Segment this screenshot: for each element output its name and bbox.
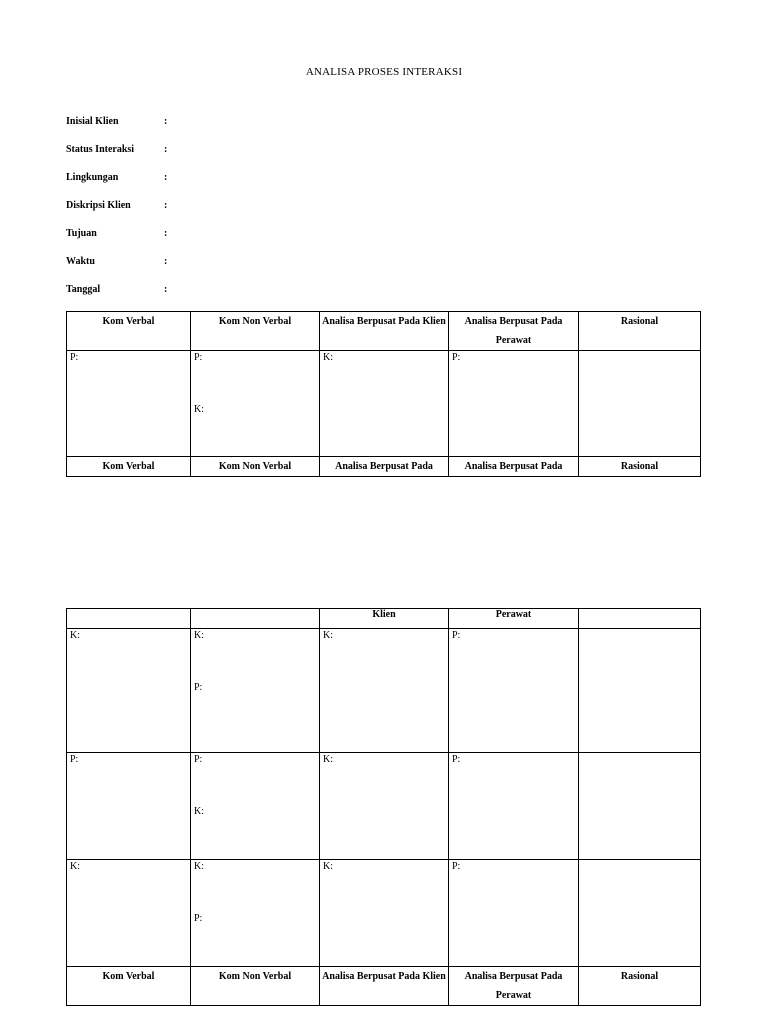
footer-rasional: Rasional (579, 967, 701, 1006)
table-row (67, 860, 701, 967)
speaker-marker: K: (194, 806, 204, 817)
table-row (67, 629, 701, 753)
field-label-tujuan: Tujuan (66, 228, 97, 239)
cell-analisa-perawat[interactable] (449, 629, 579, 753)
speaker-marker: P: (452, 352, 461, 363)
header-analisa-perawat: Analisa Berpusat Pada Perawat (449, 312, 579, 351)
footer-kom-non-verbal: Kom Non Verbal (191, 967, 320, 1006)
interaction-table-1 (66, 311, 701, 477)
cell-rasional[interactable] (579, 351, 701, 457)
cell-analisa-klien[interactable] (320, 351, 449, 457)
cell-kom-verbal[interactable] (67, 860, 191, 967)
speaker-marker: K: (323, 352, 333, 363)
header-rasional: Rasional (579, 312, 701, 351)
speaker-marker: K: (194, 630, 204, 641)
field-label-lingkungan: Lingkungan (66, 172, 119, 183)
header-cont-2 (191, 609, 320, 629)
field-label-waktu: Waktu (66, 256, 95, 267)
footer-analisa-perawat: Analisa Berpusat Pada Perawat (449, 967, 579, 1006)
speaker-marker: K: (70, 630, 80, 641)
footer-analisa-perawat: Analisa Berpusat Pada (449, 457, 579, 477)
speaker-marker: P: (194, 682, 203, 693)
footer-analisa-klien: Analisa Berpusat Pada (320, 457, 449, 477)
cell-kom-non-verbal[interactable] (191, 629, 320, 753)
speaker-marker: P: (194, 352, 203, 363)
speaker-marker: P: (70, 352, 79, 363)
header-kom-non-verbal: Kom Non Verbal (191, 312, 320, 351)
speaker-marker: K: (194, 861, 204, 872)
cell-kom-verbal[interactable] (67, 351, 191, 457)
page-title: ANALISA PROSES INTERAKSI (305, 66, 463, 78)
header-cont-5 (579, 609, 701, 629)
speaker-marker: P: (452, 630, 461, 641)
interaction-table-2 (66, 608, 701, 1006)
table-footer-row (67, 457, 701, 477)
cell-kom-non-verbal[interactable] (191, 860, 320, 967)
cell-rasional[interactable] (579, 860, 701, 967)
table-row (67, 351, 701, 457)
field-label-status-interaksi: Status Interaksi (66, 144, 135, 155)
field-colon: : (164, 228, 168, 239)
field-colon: : (164, 200, 168, 211)
speaker-marker: P: (70, 754, 79, 765)
speaker-marker: K: (194, 404, 204, 415)
cell-analisa-klien[interactable] (320, 629, 449, 753)
header-kom-verbal: Kom Verbal (67, 312, 191, 351)
speaker-marker: K: (323, 754, 333, 765)
footer-kom-verbal: Kom Verbal (67, 967, 191, 1006)
field-label-tanggal: Tanggal (66, 284, 101, 295)
footer-kom-non-verbal: Kom Non Verbal (191, 457, 320, 477)
cell-analisa-perawat[interactable] (449, 753, 579, 860)
field-colon: : (164, 116, 168, 127)
cell-rasional[interactable] (579, 753, 701, 860)
cell-kom-verbal[interactable] (67, 753, 191, 860)
cell-rasional[interactable] (579, 629, 701, 753)
field-colon: : (164, 284, 168, 295)
field-colon: : (164, 144, 168, 155)
table-header-row (67, 609, 701, 629)
footer-analisa-klien: Analisa Berpusat Pada Klien (320, 967, 449, 1006)
field-label-diskripsi-klien: Diskripsi Klien (66, 200, 131, 211)
cell-kom-non-verbal[interactable] (191, 351, 320, 457)
cell-kom-non-verbal[interactable] (191, 753, 320, 860)
table-footer-row (67, 967, 701, 1006)
speaker-marker: P: (194, 754, 203, 765)
field-colon: : (164, 256, 168, 267)
cell-analisa-perawat[interactable] (449, 860, 579, 967)
speaker-marker: K: (323, 861, 333, 872)
header-cont-klien: Klien (320, 609, 449, 629)
cell-kom-verbal[interactable] (67, 629, 191, 753)
speaker-marker: P: (194, 913, 203, 924)
table-row (67, 753, 701, 860)
speaker-marker: P: (452, 754, 461, 765)
field-colon: : (164, 172, 168, 183)
footer-rasional: Rasional (579, 457, 701, 477)
speaker-marker: P: (452, 861, 461, 872)
cell-analisa-klien[interactable] (320, 753, 449, 860)
field-label-inisial-klien: Inisial Klien (66, 116, 119, 127)
header-cont-1 (67, 609, 191, 629)
speaker-marker: K: (323, 630, 333, 641)
header-analisa-klien: Analisa Berpusat Pada Klien (320, 312, 449, 351)
table-header-row (67, 312, 701, 351)
cell-analisa-klien[interactable] (320, 860, 449, 967)
header-cont-perawat: Perawat (449, 609, 579, 629)
speaker-marker: K: (70, 861, 80, 872)
footer-kom-verbal: Kom Verbal (67, 457, 191, 477)
cell-analisa-perawat[interactable] (449, 351, 579, 457)
